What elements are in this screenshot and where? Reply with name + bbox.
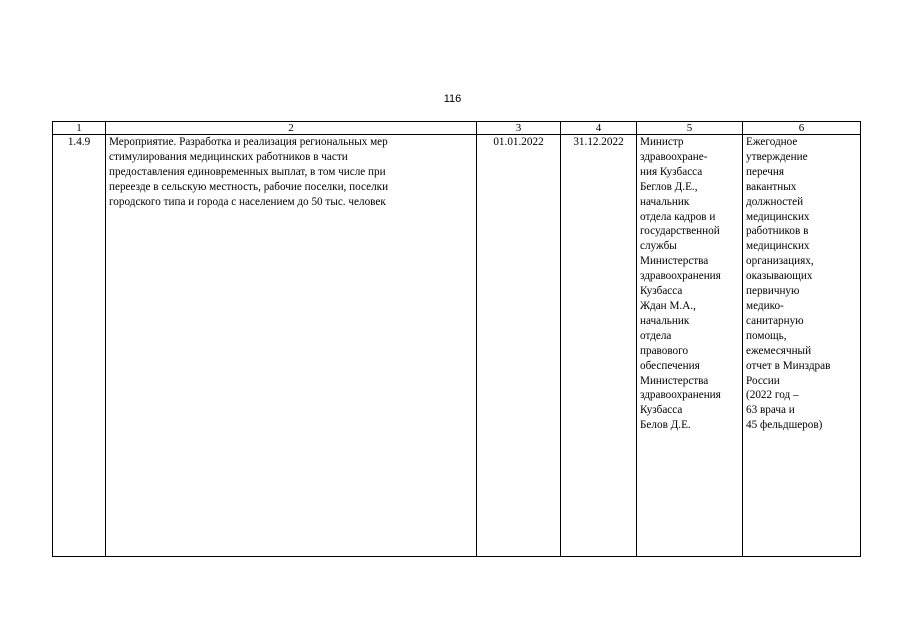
text-line: Беглов Д.Е., — [640, 180, 698, 193]
text-line: ежемесячный — [746, 344, 812, 357]
text-line: Министерства — [640, 374, 709, 387]
text-line: Министерства — [640, 255, 709, 268]
text-line: Белов Д.Е. — [640, 419, 691, 432]
text-line: оказывающих — [746, 270, 813, 283]
start-date: 01.01.2022 — [477, 135, 561, 557]
text-line: Кузбасса — [640, 285, 683, 298]
text-line: помощь, — [746, 329, 787, 342]
text-line: утверждение — [746, 150, 808, 163]
column-header-2: 2 — [106, 122, 477, 135]
text-line: должностей — [746, 195, 804, 208]
text-line: Мероприятие. Разработка и реализация региональных мер — [109, 136, 388, 148]
document-table — [52, 121, 861, 557]
text-line: отчет в Минздрав — [746, 359, 831, 372]
text-line: здравоохране- — [640, 150, 708, 163]
text-line: (2022 год – — [746, 389, 799, 402]
text-line: городского типа и города с населением до 50 тыс. человек — [109, 195, 386, 208]
text-line: первичную — [746, 285, 800, 298]
text-line: службы — [640, 240, 677, 253]
column-header-4: 4 — [561, 122, 637, 135]
item-number: 1.4.9 — [53, 135, 106, 557]
text-line: России — [746, 374, 780, 387]
text-line: начальник — [640, 195, 690, 208]
text-line: медицинских — [746, 210, 810, 223]
text-line: отдела кадров и — [640, 210, 716, 223]
text-line: переезде в сельскую местность, рабочие поселки, поселки — [109, 180, 389, 193]
text-line: Кузбасса — [640, 404, 683, 417]
text-line: перечня — [746, 165, 784, 178]
end-date: 31.12.2022 — [561, 135, 637, 557]
text-line: здравоохранения — [640, 389, 721, 402]
text-line: государственной — [640, 225, 720, 238]
text-line: стимулирования медицинских работников в части — [109, 150, 348, 163]
text-line: Ежегодное — [746, 136, 798, 148]
page-number: 116 — [443, 93, 462, 105]
column-header-5: 5 — [637, 122, 743, 135]
text-line: работников в — [746, 225, 809, 238]
text-line: вакантных — [746, 180, 797, 193]
text-line: обеспечения — [640, 359, 700, 372]
text-line: медицинских — [746, 240, 810, 253]
text-line: Министр — [640, 136, 684, 148]
text-line: отдела — [640, 329, 672, 342]
column-header-6: 6 — [743, 122, 861, 135]
expected-result — [743, 135, 861, 557]
text-line: Ждан М.А., — [640, 299, 696, 312]
responsible-persons — [637, 135, 743, 557]
header-row — [53, 122, 861, 135]
text-line: 45 фельдшеров) — [746, 419, 823, 432]
table-row — [53, 135, 861, 557]
text-line: начальник — [640, 314, 690, 327]
text-line: здравоохранения — [640, 270, 721, 283]
text-line: санитарную — [746, 314, 804, 327]
column-header-3: 3 — [477, 122, 561, 135]
column-header-1: 1 — [53, 122, 106, 135]
text-line: предоставления единовременных выплат, в том числе при — [109, 165, 386, 178]
text-line: 63 врача и — [746, 404, 795, 417]
text-line: ния Кузбасса — [640, 165, 703, 178]
text-line: правового — [640, 344, 689, 357]
item-description — [106, 135, 477, 557]
text-line: организациях, — [746, 255, 814, 268]
text-line: медико- — [746, 299, 784, 312]
